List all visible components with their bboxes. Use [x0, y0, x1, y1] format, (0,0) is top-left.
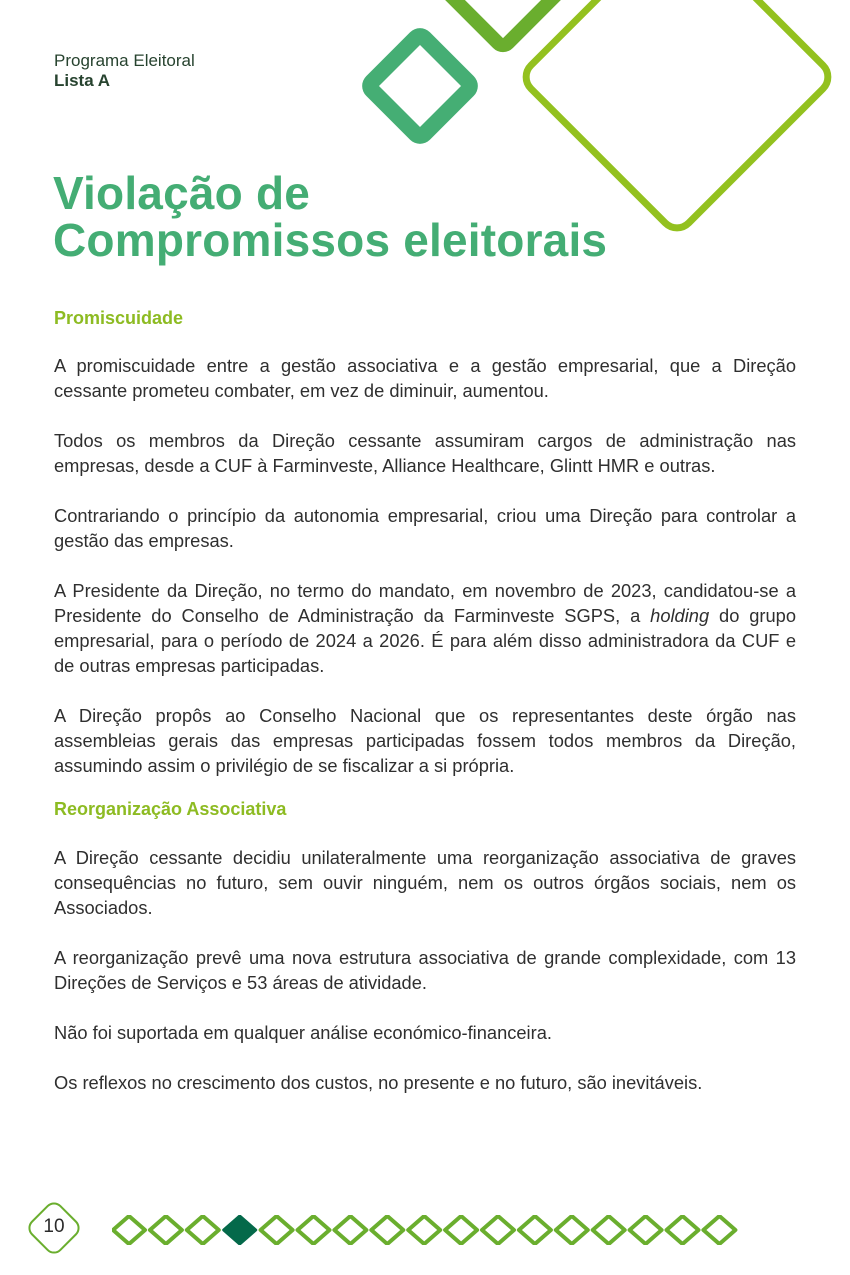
- page-number-badge: [24, 1198, 84, 1258]
- progress-diamond: [408, 1216, 440, 1244]
- decorative-diamond-small: [356, 22, 483, 149]
- progress-diamonds: [112, 1215, 752, 1245]
- progress-diamond: [113, 1216, 145, 1244]
- paragraph: A Direção propôs ao Conselho Nacional que os representantes deste órgão nas assembleias gerais das empresas participadas fossem todos membros da Direção, assumindo assim o privilégio de se fiscalizar a si própria.: [54, 705, 796, 776]
- page-title-line2: Compromissos eleitorais: [53, 214, 608, 266]
- progress-diamond: [667, 1216, 699, 1244]
- section-promiscuidade: [54, 306, 796, 778]
- document-body: [54, 306, 796, 1120]
- progress-diamond: [593, 1216, 625, 1244]
- page-title: [53, 167, 608, 266]
- progress-diamond: [371, 1216, 403, 1244]
- section-reorganizacao: [54, 797, 796, 1095]
- progress-diamond: [703, 1216, 735, 1244]
- paragraph: A promiscuidade entre a gestão associativa e a gestão empresarial, que a Direção cessante prometeu combater, em vez de diminuir, aumentou.: [54, 355, 796, 401]
- page-progress-strip: [112, 1215, 752, 1245]
- progress-diamond: [261, 1216, 293, 1244]
- paragraph: Todos os membros da Direção cessante assumiram cargos de administração nas empresas, desde a CUF à Farminveste, Alliance Healthcare, Glintt HMR e outras.: [54, 430, 796, 476]
- program-label: Programa Eleitoral: [54, 51, 195, 70]
- progress-diamond-active: [224, 1216, 256, 1244]
- document-kicker: [54, 51, 195, 91]
- paragraph: A reorganização prevê uma nova estrutura associativa de grande complexidade, com 13 Direções de Serviços e 53 áreas de atividade.: [54, 947, 796, 993]
- paragraph: Os reflexos no crescimento dos custos, no presente e no futuro, são inevitáveis.: [54, 1072, 703, 1093]
- section-heading: Promiscuidade: [54, 308, 184, 328]
- page-number: 10: [43, 1216, 65, 1237]
- italic-term: holding: [650, 605, 710, 626]
- progress-diamond: [298, 1216, 330, 1244]
- paragraph: [54, 578, 796, 678]
- progress-diamond: [519, 1216, 551, 1244]
- page-title-line1: Violação de: [53, 167, 311, 219]
- progress-diamond: [187, 1216, 219, 1244]
- paragraph-text: do grupo empresarial, para o período de 2024 a 2026. É para além disso administradora da CUF e de outras empresas participadas.: [54, 605, 797, 676]
- list-label: Lista A: [54, 71, 111, 90]
- paragraph-text: A Presidente da Direção, no termo do mandato, em novembro de 2023, candidatou-se a Presidente do Conselho de Administração da Farminveste SGPS, a: [54, 580, 796, 626]
- progress-diamond: [556, 1216, 588, 1244]
- progress-diamond: [150, 1216, 182, 1244]
- paragraph: Não foi suportada em qualquer análise económico-financeira.: [54, 1022, 552, 1043]
- section-heading: Reorganização Associativa: [54, 799, 287, 819]
- paragraph: Contrariando o princípio da autonomia empresarial, criou uma Direção para controlar a gestão das empresas.: [54, 505, 796, 551]
- progress-diamond: [334, 1216, 366, 1244]
- progress-diamond: [630, 1216, 662, 1244]
- paragraph: A Direção cessante decidiu unilateralmente uma reorganização associativa de graves consequências no futuro, sem ouvir ninguém, nem os outros órgãos sociais, nem os Associados.: [54, 847, 796, 918]
- progress-diamond: [445, 1216, 477, 1244]
- progress-diamond: [482, 1216, 514, 1244]
